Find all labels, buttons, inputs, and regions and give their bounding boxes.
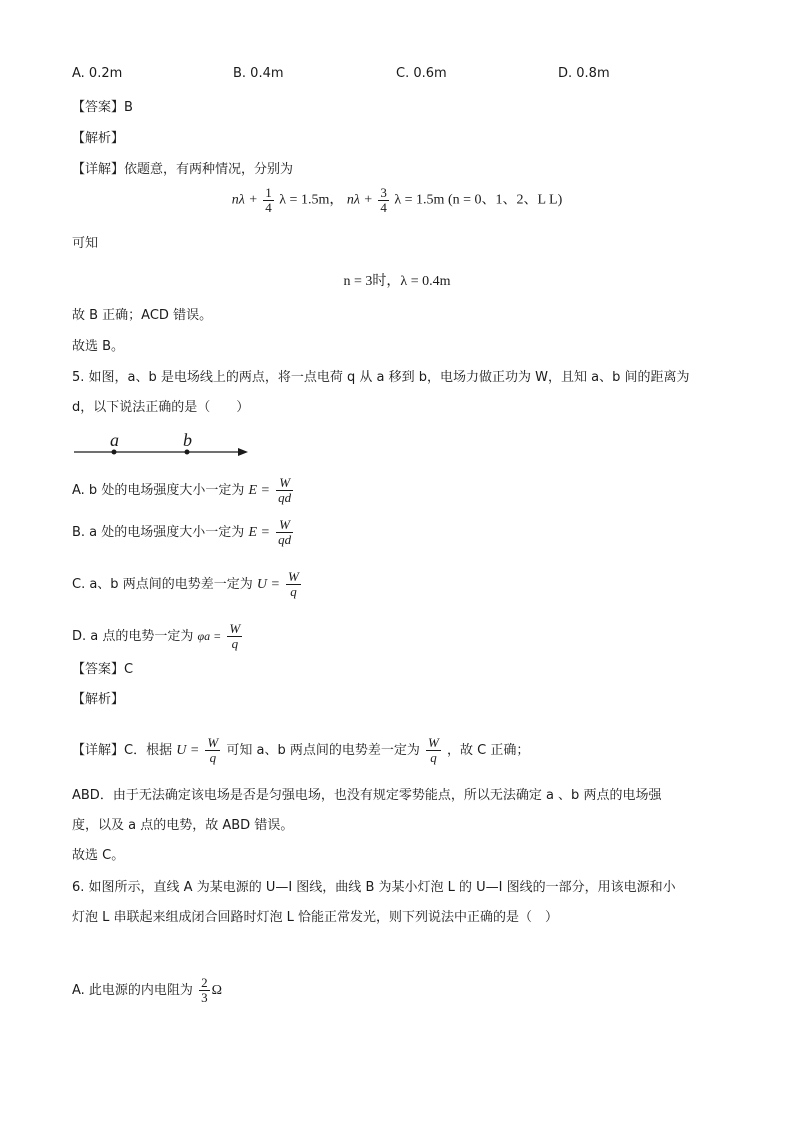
option-c: C. 0.6m (396, 66, 447, 81)
fraction: $\frac{3}{4}$ (380, 185, 387, 215)
q5-stem-1: 5. 如图，a、b 是电场线上的两点，将一点电荷 q 从 a 移到 b，电场力做正功为 W，且知 a、b 间的距离为 (72, 370, 690, 385)
q5-option-b: B. a 处的电场强度大小一定为 E = $\frac{W}{qd}$ (72, 517, 292, 547)
option-d: D. 0.8m (558, 66, 610, 81)
q5-option-a: A. b 处的电场强度大小一定为 E = $\frac{W}{qd}$ (72, 475, 292, 505)
q6-option-a: A. 此电源的内电阻为 $\frac{2}{3}$ Ω (72, 975, 222, 1005)
option-b: B. 0.4m (233, 66, 284, 81)
label-a: a (110, 430, 119, 450)
fraction: $\frac{1}{4}$ (265, 185, 272, 215)
arrow-head-icon (238, 448, 248, 456)
equation-2: n = 3时，λ = 0.4m (343, 274, 451, 289)
kezhi: 可知 (72, 236, 99, 251)
abd-line-1: ABD．由于无法确定该电场是否是匀强电场，也没有规定零势能点，所以无法确定 a 、b 两点的电场强 (72, 788, 662, 803)
q5-option-c: C. a、b 两点间的电势差一定为 U = $\frac{W}{q}$ (72, 569, 299, 599)
option-a: A. 0.2m (72, 66, 123, 81)
field-line-figure (72, 428, 252, 460)
q5-stem-2: d，以下说法正确的是（ ） (72, 400, 250, 415)
equation-1: nλ + $\frac{1}{4}$ λ = 1.5m， nλ + $\frac{3}{4}$ λ = 1.5m (n = 0、1、2、L L) (231, 185, 563, 215)
answer-q4: 【答案】B (72, 100, 133, 115)
conclusion-q4-2: 故选 B。 (72, 339, 125, 354)
analysis-q4: 【解析】 (72, 131, 125, 146)
abd-line-2: 度，以及 a 点的电势，故 ABD 错误。 (72, 818, 294, 833)
q6-stem-2: 灯泡 L 串联起来组成闭合回路时灯泡 L 恰能正常发光，则下列说法中正确的是（ ） (72, 910, 559, 925)
q5-option-d: D. a 点的电势一定为 φa = $\frac{W}{q}$ (72, 621, 241, 651)
conclusion-q4-1: 故 B 正确；ACD 错误。 (72, 308, 213, 323)
detail-q5: 【详解】C．根据 U = $\frac{W}{q}$ 可知 a、b 两点间的电势差一定为 $\frac{W}{q}$ ，故 C 正确； (72, 735, 530, 765)
analysis-q5: 【解析】 (72, 692, 125, 707)
point-b (185, 450, 190, 455)
answer-q5: 【答案】C (72, 662, 134, 677)
q6-stem-1: 6. 如图所示，直线 A 为某电源的 U—I 图线，曲线 B 为某小灯泡 L 的 U—I 图线的一部分，用该电源和小 (72, 880, 676, 895)
conclusion-q5: 故选 C。 (72, 848, 125, 863)
detail-q4: 【详解】依题意，有两种情况，分别为 (72, 162, 294, 177)
label-b: b (183, 430, 192, 450)
point-a (112, 450, 117, 455)
